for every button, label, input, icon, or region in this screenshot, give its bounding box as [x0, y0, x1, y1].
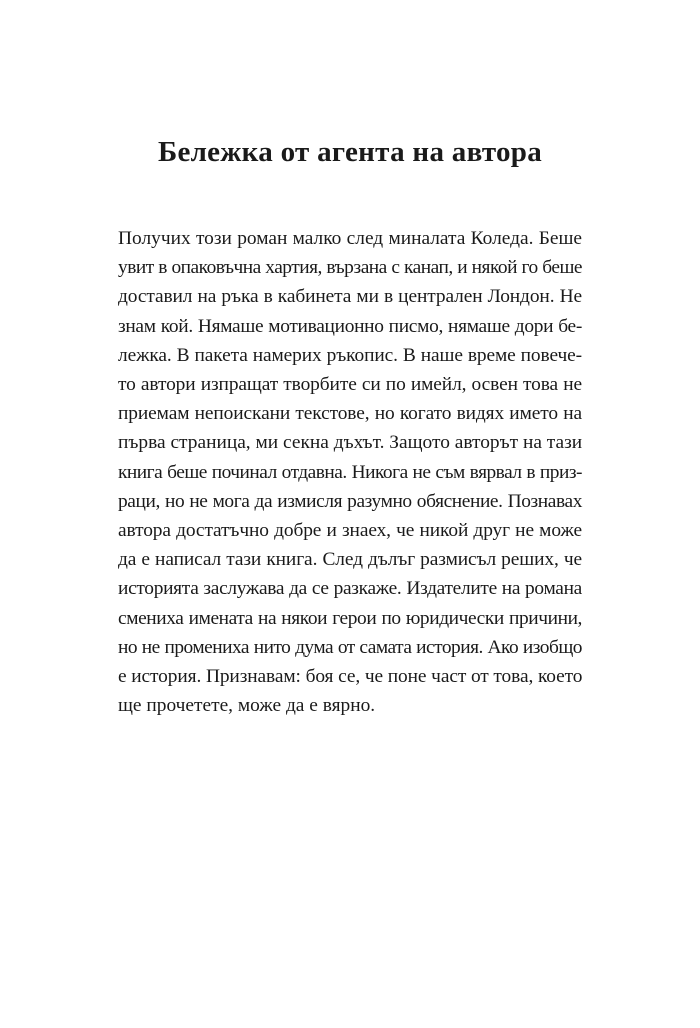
paragraph-line: автора достатъчно добре и знаех, че никой друг не може: [118, 520, 582, 542]
paragraph-line: но не промениха нито дума от самата история. Ако изобщо: [118, 636, 582, 658]
paragraph-line: първа страница, ми секна дъхът. Защото авторът на тази: [118, 432, 583, 454]
page-title: Бележка от агента на автора: [157, 136, 543, 168]
paragraph-line: раци, но не мога да измисля разумно обяснение. Познавах: [118, 490, 582, 512]
paragraph-line: то автори изпращат творбите си по имейл, освен това не: [118, 374, 582, 396]
paragraph-line: увит в опаковъчна хартия, вързана с канап, и някой го беше: [118, 257, 582, 279]
paragraph-line: Получих този роман малко след миналата Коледа. Беше: [118, 228, 582, 249]
paragraph-line: е история. Признавам: боя се, че поне част от това, което: [118, 666, 583, 688]
body-paragraph: [118, 224, 582, 720]
paragraph-line: да е написал тази книга. След дълъг размисъл реших, че: [118, 549, 582, 571]
paragraph-line: смениха имената на някои герои по юридически причини,: [118, 607, 582, 629]
paragraph-line: приемам непоискани текстове, но когато видях името на: [118, 403, 582, 425]
paragraph-line: знам кой. Нямаше мотивационно писмо, нямаше дори бе-: [118, 315, 582, 337]
paragraph-line: ще прочетете, може да е вярно.: [118, 695, 376, 717]
paragraph-line: лежка. В пакета намерих ръкопис. В наше време повече-: [118, 344, 582, 366]
paragraph-line: книга беше починал отдавна. Никога не съм вярвал в приз-: [118, 461, 582, 483]
paragraph-line: историята заслужава да се разкаже. Издателите на романа: [118, 578, 582, 600]
paragraph-line: доставил на ръка в кабинета ми в централен Лондон. Не: [118, 286, 582, 308]
